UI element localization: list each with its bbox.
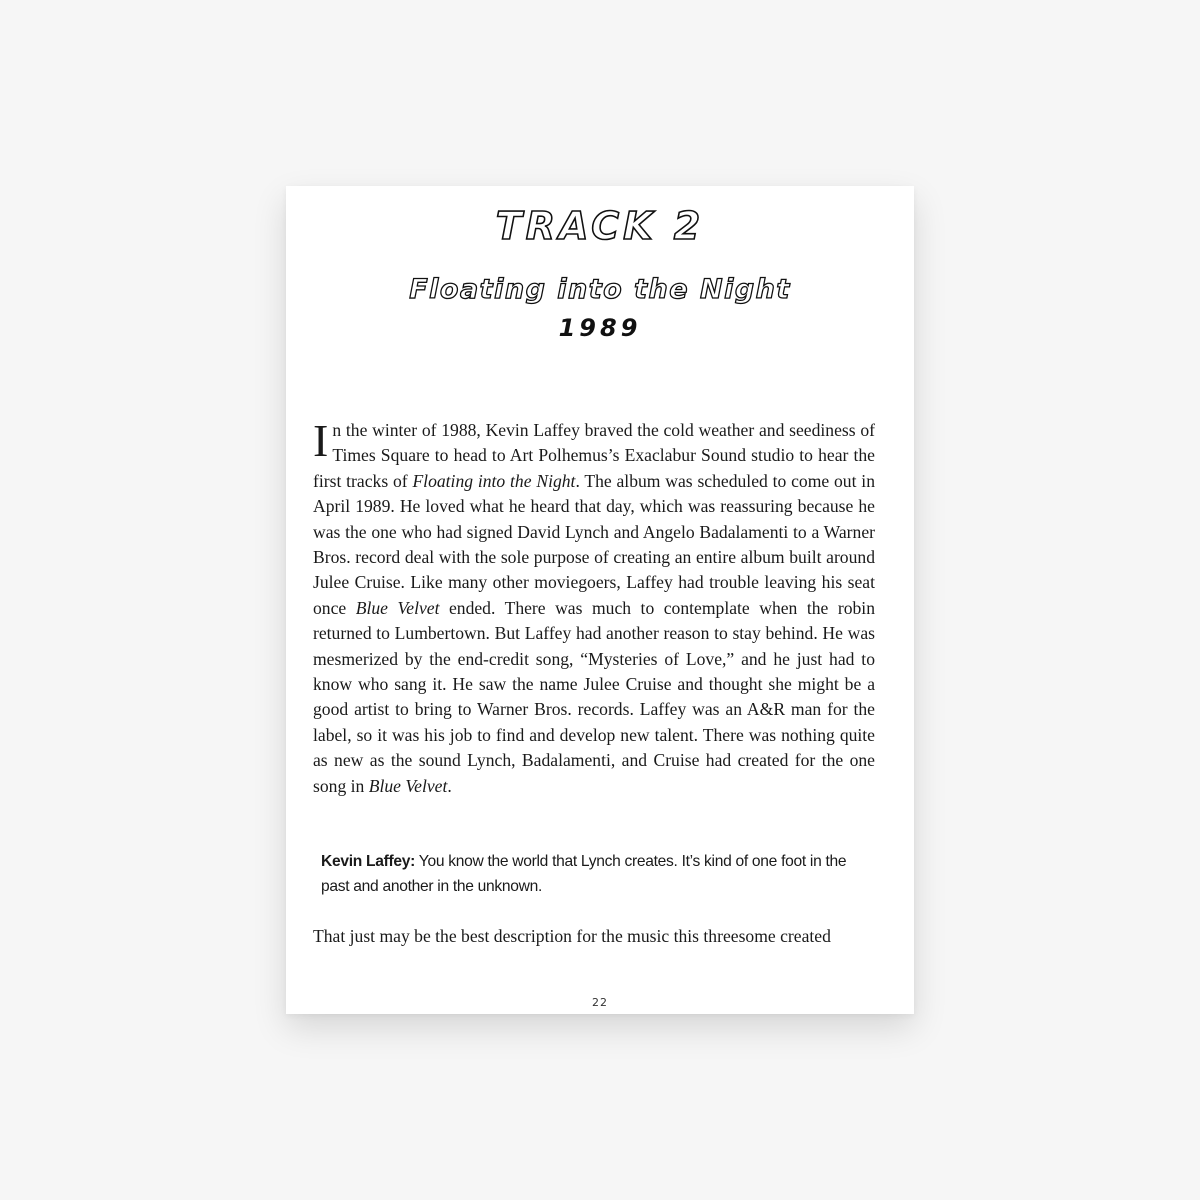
body-text-segment: n the winter of 1988, Kevin Laffey braved the cold weather and seediness of Times Square to head to Art Polhemus’s Exaclabur Sound studio to hear the first tracks of [313,420,875,491]
quote-text: You know the world that Lynch creates. It’s kind of one foot in the past and another in the unknown. [321,853,847,895]
body-text-segment: ended. There was much to contemplate when the robin returned to Lumbertown. But Laffey had another reason to stay behind. He was mesmerized by the end-credit song, “Mysteries of Love,” and he just had to know who sang it. He saw the name Julee Cruise and thought she might be a good artist to bring to Warner Bros. records. Laffey was an A&R man for the label, so it was his job to find and develop new talent. There was nothing quite as new as the sound Lynch, Badalamenti, and Cruise had created for the one song in [313,597,875,796]
chapter-year: 1989 [558,314,642,342]
quote-speaker: Kevin Laffey: [321,853,416,870]
interview-quote [321,850,869,899]
body-paragraph [313,415,875,799]
drop-cap: I [313,415,329,466]
album-title-italic: Floating into the Night [412,470,576,491]
book-page [286,186,914,1014]
page-number: 22 [592,996,608,1009]
continuation-paragraph: That just may be the best description for the music this threesome created [313,926,831,946]
chapter-title: Floating into the Night [409,274,791,305]
body-text-segment: . [447,775,452,796]
film-title-italic: Blue Velvet [355,597,440,618]
chapter-label: TRACK 2 [495,204,705,248]
body-text-segment: . The album was scheduled to come out in April 1989. He loved what he heard that day, which was reassuring because he was the one who had signed David Lynch and Angelo Badalamenti to a Warner Bros. record deal with the sole purpose of creating an entire album built around Julee Cruise. Like many other moviegoers, Laffey had trouble leaving his seat once [313,470,875,618]
film-title-italic: Blue Velvet [368,775,448,796]
